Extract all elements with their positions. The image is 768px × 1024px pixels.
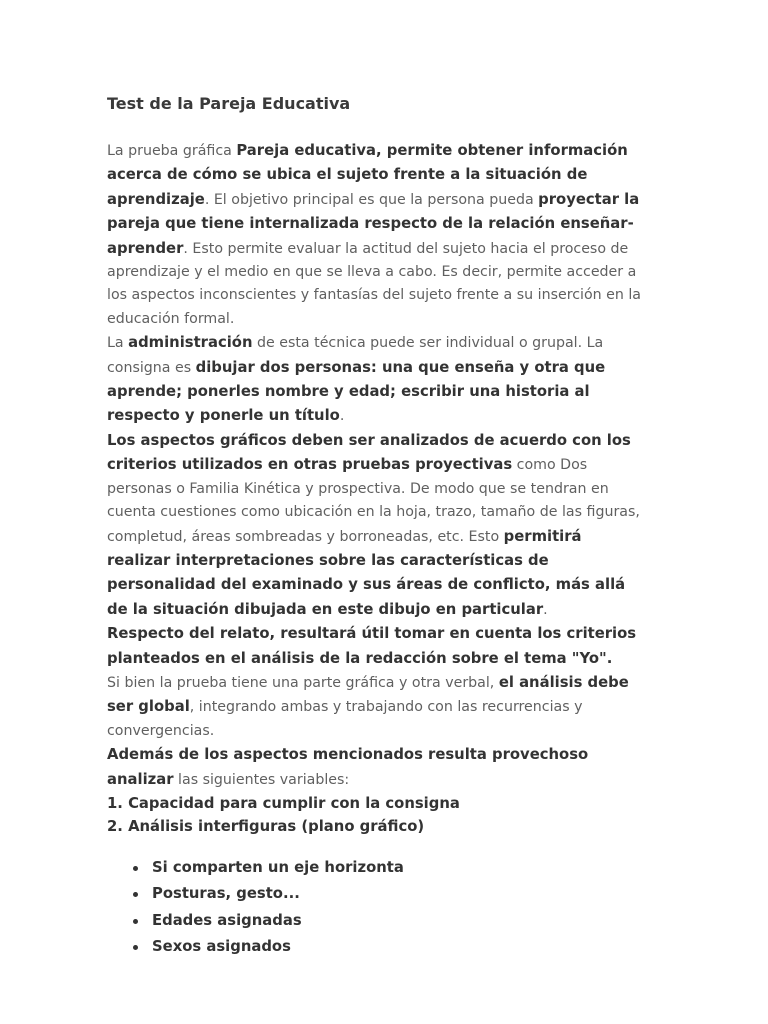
document-page bbox=[107, 92, 647, 961]
paragraph-relato bbox=[107, 622, 647, 671]
bold-run: el análisis debe ser global bbox=[107, 673, 629, 716]
numbered-item: 2. Análisis interfiguras (plano gráfico) bbox=[107, 818, 425, 836]
bullet-text: Si comparten un eje horizonta bbox=[152, 858, 404, 876]
text-run: . El objetivo principal es que la persona pueda bbox=[204, 191, 539, 208]
bold-run: Los aspectos gráficos deben ser analizados de acuerdo con los criterios utilizados en otras pruebas proyectivas bbox=[107, 431, 631, 474]
paragraph-analisis-global bbox=[107, 671, 647, 743]
text-run: La bbox=[107, 335, 129, 352]
text-run: las siguientes variables: bbox=[173, 771, 350, 788]
bold-run: proyectar la pareja que tiene internalizada respecto de la relación enseñar-aprender bbox=[107, 190, 640, 257]
bold-run: administración bbox=[128, 334, 253, 352]
text-run: de esta técnica puede ser individual o grupal. La consigna es bbox=[107, 335, 604, 376]
document-title: Test de la Pareja Educativa bbox=[107, 94, 351, 113]
paragraph-administracion bbox=[107, 331, 647, 429]
bold-run: Además de los aspectos mencionados resulta provechoso analizar bbox=[107, 746, 589, 788]
bullet-dot-icon bbox=[133, 919, 138, 924]
paragraph-intro bbox=[107, 139, 647, 331]
numbered-list bbox=[107, 792, 647, 839]
bullet-dot-icon bbox=[133, 945, 138, 950]
bullet-text: Posturas, gesto... bbox=[152, 885, 300, 903]
text-run: , integrando ambas y trabajando con las recurrencias y convergencias. bbox=[107, 699, 583, 739]
bold-run: permitirá realizar interpretaciones sobre las características de personalidad del examinado y sus áreas de conflicto, más allá de la situación dibujada en este dibujo en particular bbox=[107, 527, 626, 618]
bold-run: Respecto del relato, resultará útil tomar en cuenta los criterios planteados en el análisis de la redacción sobre el tema "Yo". bbox=[107, 625, 637, 667]
text-run: . Esto permite evaluar la actitud del sujeto hacia el proceso de aprendizaje y el medio en que se lleva a cabo. Es decir, permite acceder a los aspectos inconscientes y fantasías del sujeto frente a su inserción en la educación formal. bbox=[107, 240, 642, 327]
bullet-text: Sexos asignados bbox=[152, 938, 291, 956]
bullet-list bbox=[107, 855, 647, 961]
text-run: Si bien la prueba tiene una parte gráfica y otra verbal, bbox=[107, 674, 499, 691]
paragraph-variables bbox=[107, 743, 647, 792]
text-run: . bbox=[543, 601, 548, 618]
bullet-dot-icon bbox=[133, 866, 138, 871]
bullet-dot-icon bbox=[133, 892, 138, 897]
bullet-text: Edades asignadas bbox=[152, 911, 302, 929]
bullet-item bbox=[107, 908, 647, 935]
paragraph-aspectos-graficos bbox=[107, 429, 647, 622]
bullet-item bbox=[107, 881, 647, 908]
bold-run: Pareja educativa, permite obtener información acerca de cómo se ubica el sujeto frente a la situación de aprendizaje bbox=[107, 142, 628, 208]
bullet-item bbox=[107, 855, 647, 882]
bold-run: dibujar dos personas: una que enseña y otra que aprende; ponerles nombre y edad; escribir una historia al respecto y ponerle un título bbox=[107, 358, 606, 425]
text-run: como Dos personas o Familia Kinética y prospectiva. De modo que se tendran en cuenta cuestiones como ubicación en la hoja, trazo, tamaño de las figuras, completud, áreas sombreadas y borroneadas, etc. Esto bbox=[107, 457, 640, 545]
bullet-item bbox=[107, 934, 647, 961]
text-run: . bbox=[339, 408, 345, 425]
numbered-item: 1. Capacidad para cumplir con la consigna bbox=[107, 794, 460, 812]
text-run: La prueba gráfica bbox=[107, 143, 237, 159]
